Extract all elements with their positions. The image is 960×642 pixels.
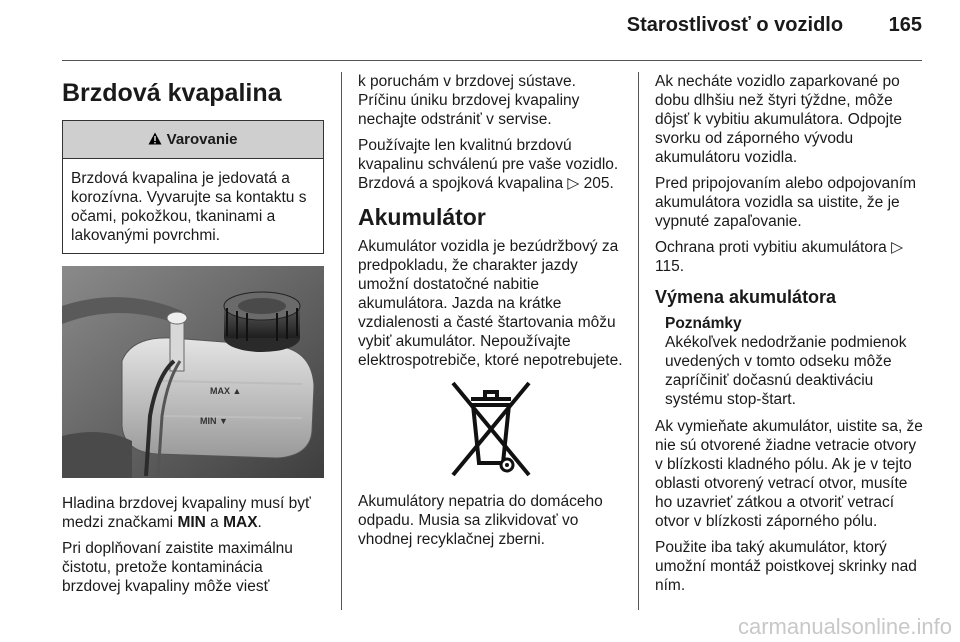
page-ref-arrow-icon: ▷ <box>891 239 903 256</box>
subheading-battery-replacement: Výmena akumulátora <box>655 287 837 307</box>
note-box <box>655 314 925 409</box>
page-number: 165 <box>888 14 922 36</box>
column-separator-1 <box>341 72 342 610</box>
column-1 <box>62 72 324 603</box>
paragraph-battery-fit: Použite iba taký akumulátor, ktorý umožní montáž poistkovej skrinky nad ním. <box>655 539 917 594</box>
paragraph-parking: Ak necháte vozidlo zaparkované po dobu dlhšiu než štyri týždne, môže dôjsť k vybitiu akumulátora. Odpojte svorku od záporného vývodu akumulátoru vozidla. <box>655 73 903 166</box>
paragraph-ignition: Pred pripojovaním alebo odpojovaním akumulátora vozidla sa uistite, že je vypnuté zapaľovanie. <box>655 175 917 230</box>
column-3 <box>655 72 925 602</box>
note-label: Poznámky <box>665 315 742 332</box>
paragraph-vent-holes: Ak vymieňate akumulátor, uistite sa, že nie sú otvorené žiadne vetracie otvory v blízkosti kladného pólu. Ak je v tejto oblasti otvorený vetrací otvor, musíte ho uzavrieť zátkou a otvoriť vetrací otvor v blízkosti záporného pólu. <box>655 418 923 530</box>
paragraph-cleanliness: Pri doplňovaní zaistite maximálnu čistotu, pretože kontaminácia brzdovej kvapaliny môže viesť <box>62 540 293 595</box>
min-label: MIN <box>177 514 206 531</box>
page-title: Starostlivosť o vozidlo <box>626 14 844 36</box>
min-mark-label: MIN ▼ <box>200 416 228 426</box>
paragraph-battery-maintenance: Akumulátor vozidla je bezúdržbový za predpokladu, že charakter jazdy umožní dostatočné nabitie akumulátora. Jazda na krátke vzdialenosti a časté štartovania môžu vybiť akumulátor. Nepoužívajte elektrospotrebiče, ktoré nepotrebujete. <box>358 238 623 369</box>
watermark: carmanualsonline.info <box>737 614 952 639</box>
max-mark-label: MAX ▲ <box>210 386 242 396</box>
paragraph-discharge-protection: Ochrana proti vybitiu akumulátora ▷ 115. <box>655 239 903 275</box>
warning-box <box>62 120 324 254</box>
max-label: MAX <box>223 514 258 531</box>
warning-label: Varovanie <box>166 131 238 148</box>
paragraph-fluid-level: Hladina brzdovej kvapaliny musí byť medzi značkami MIN a MAX. <box>62 495 311 531</box>
section-heading-brake-fluid: Brzdová kvapalina <box>62 79 282 107</box>
paragraph-quality-fluid: Používajte len kvalitnú brzdovú kvapalinu schválenú pre vaše vozidlo. Brzdová a spojková kvapalina ▷ 205. <box>358 137 619 192</box>
warning-header <box>63 121 323 159</box>
header-rule <box>62 60 922 61</box>
paragraph-disposal: Akumulátory nepatria do domáceho odpadu. Musia sa zlikvidovať vo vhodnej recyklačnej zberni. <box>358 493 603 548</box>
warning-triangle-icon <box>148 131 166 148</box>
section-heading-battery: Akumulátor <box>358 204 486 230</box>
column-2 <box>358 72 623 556</box>
note-text: Akékoľvek nedodržanie podmienok uvedených v tomto odseku môže zapríčiniť dočasnú deaktiváciu systému stop-štart. <box>665 334 907 408</box>
crossed-bin-icon <box>358 377 623 484</box>
page-ref-115[interactable]: 115 <box>655 258 680 275</box>
warning-text: Brzdová kvapalina je jedovatá a korozívna. Vyvarujte sa kontaktu s očami, pokožkou, tkaninami a lakovanými povrchmi. <box>71 170 307 244</box>
page-ref-arrow-icon: ▷ <box>567 175 580 192</box>
brake-fluid-reservoir-photo <box>62 266 324 478</box>
page-ref-205[interactable]: 205 <box>583 175 610 192</box>
paragraph-brake-faults: k poruchám v brzdovej sústave. Príčinu úniku brzdovej kvapaliny nechajte odstrániť v servise. <box>358 73 580 128</box>
page-header <box>627 14 922 37</box>
column-separator-2 <box>638 72 639 610</box>
